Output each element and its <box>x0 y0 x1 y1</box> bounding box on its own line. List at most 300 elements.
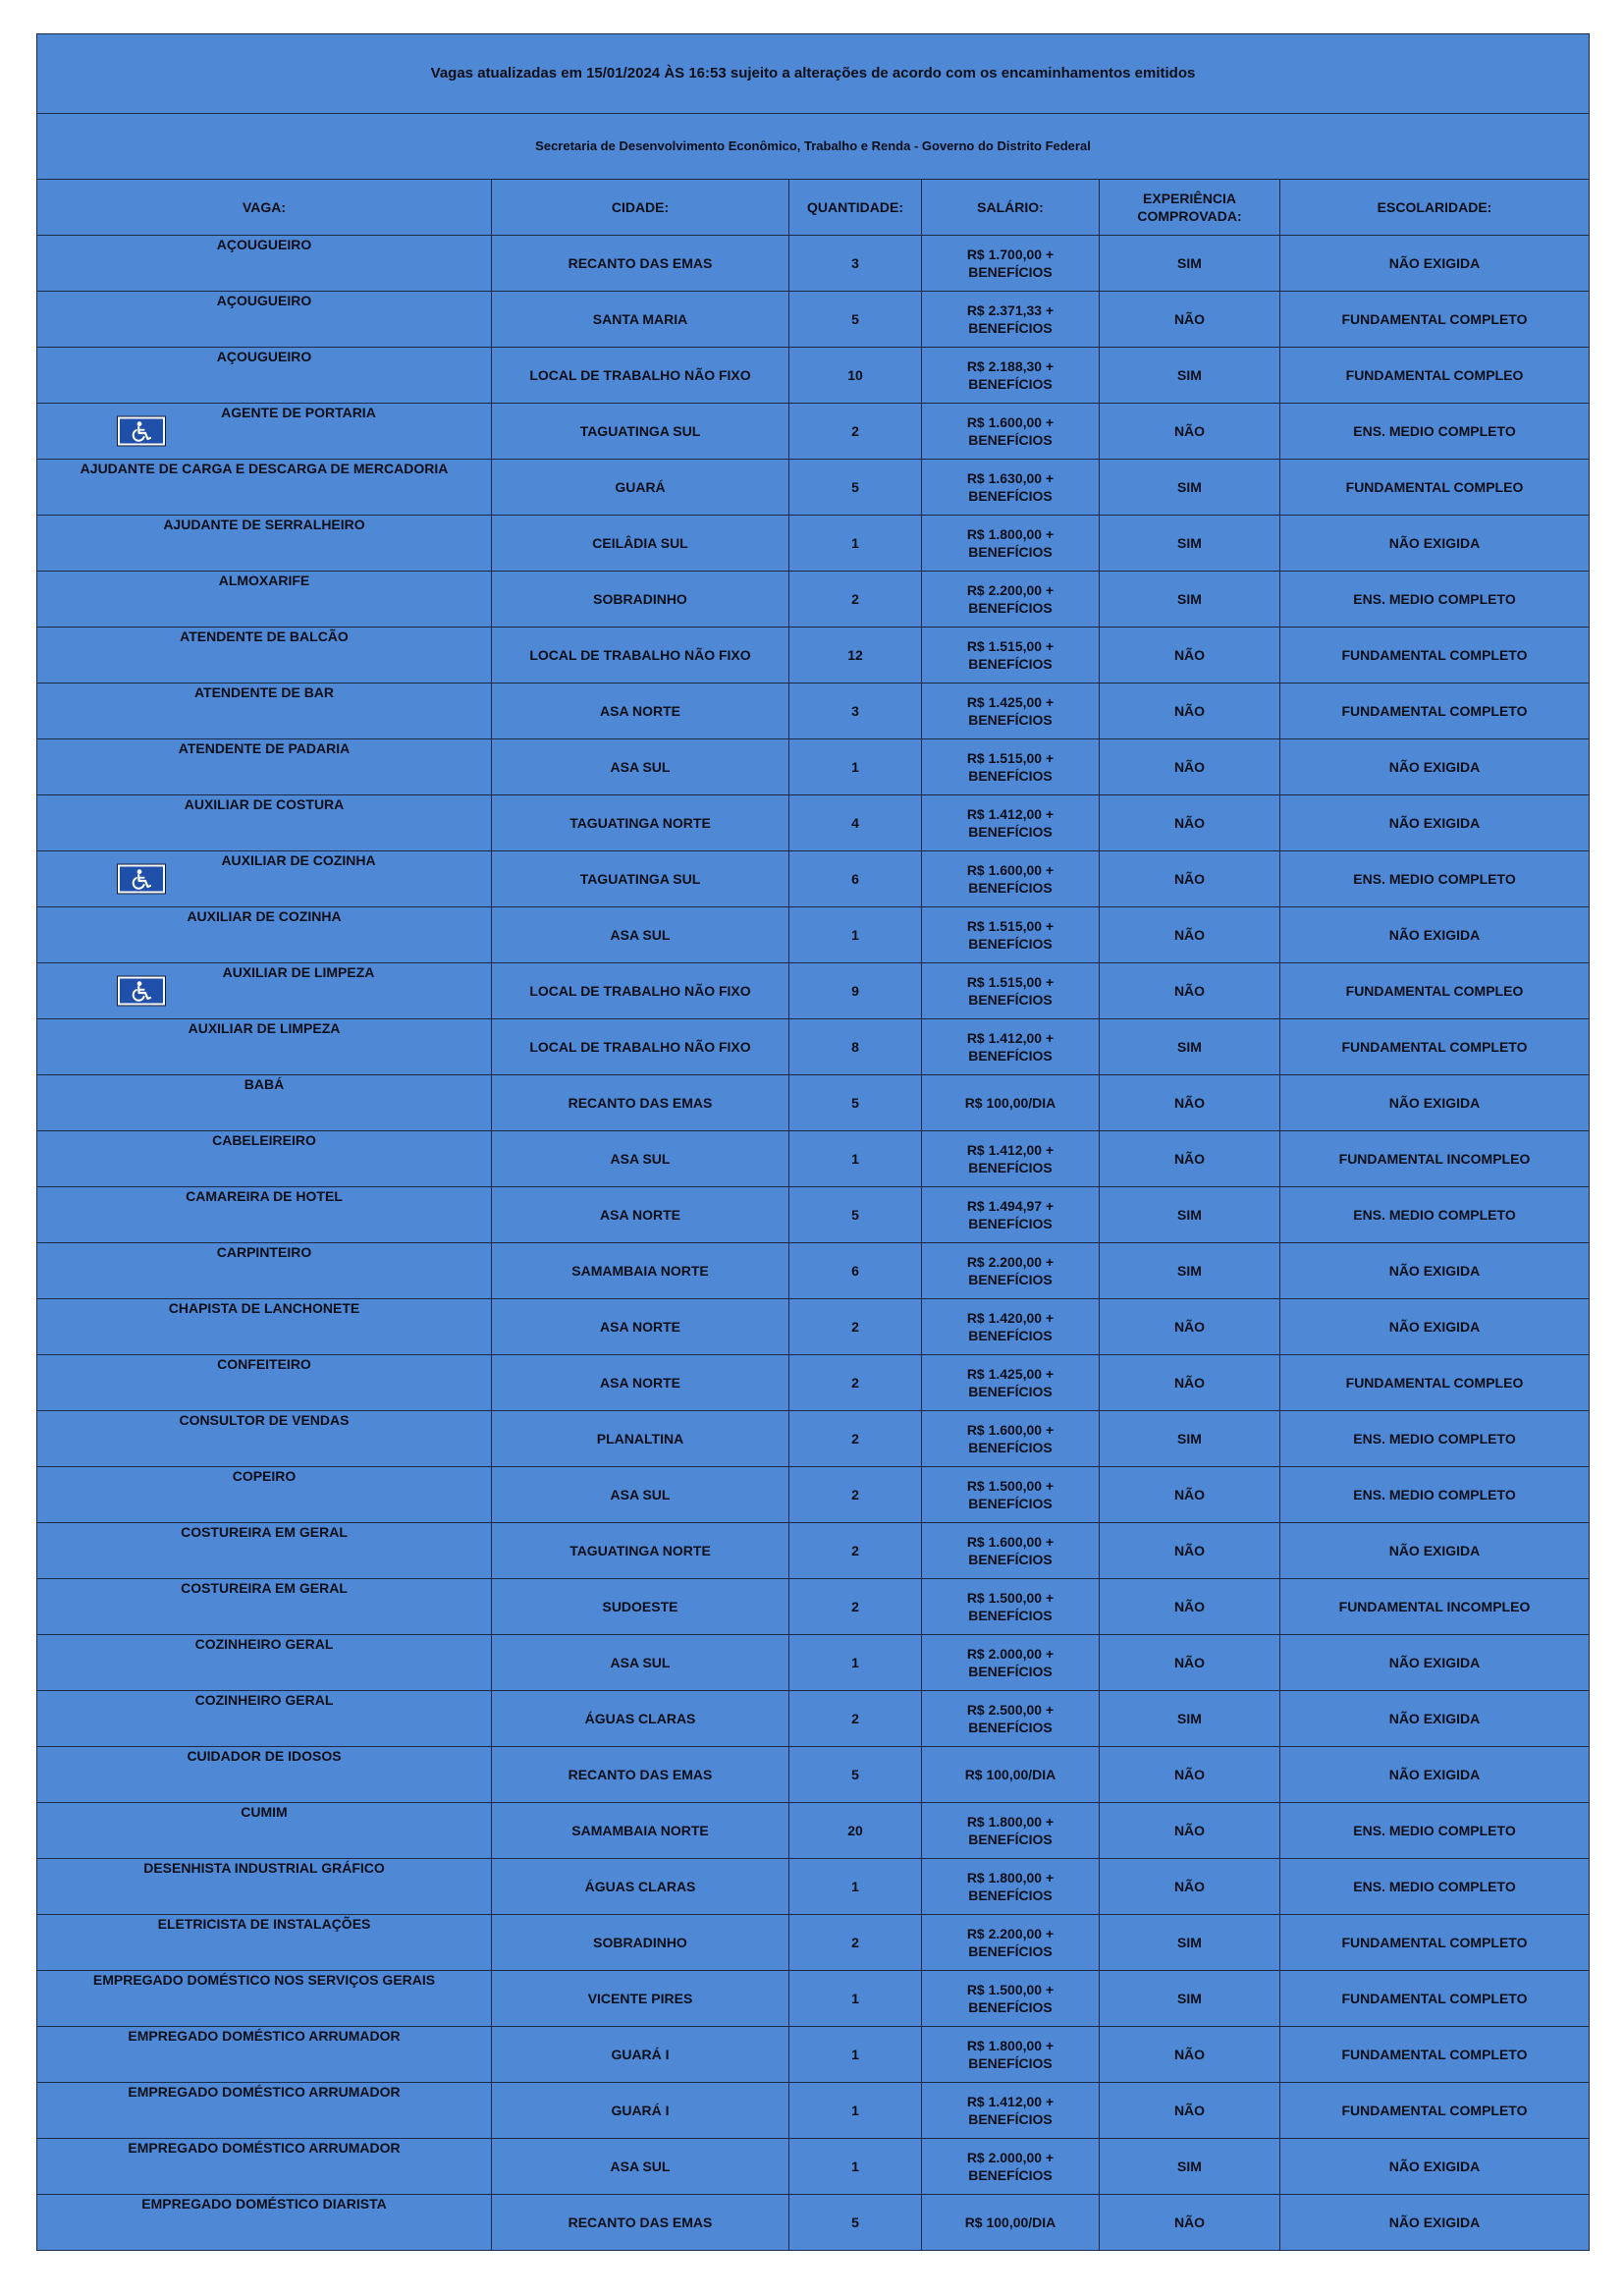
salario-line-1: R$ 2.000,00 + <box>966 2150 1055 2165</box>
escolaridade-cell: FUNDAMENTAL COMPLETO <box>1280 683 1590 739</box>
vaga-wrap <box>41 851 487 906</box>
quantidade-cell: 1 <box>789 907 922 963</box>
vaga-text: EMPREGADO DOMÉSTICO ARRUMADOR <box>128 2140 401 2156</box>
title-row <box>37 34 1590 114</box>
vaga-text: COSTUREIRA EM GERAL <box>181 1580 348 1596</box>
escolaridade-cell: FUNDAMENTAL COMPLEO <box>1280 348 1590 404</box>
experiencia-cell: NÃO <box>1100 1803 1280 1859</box>
table-row <box>37 1355 1590 1411</box>
salario-line-2: BENEFÍCIOS <box>968 1943 1053 1959</box>
table-row <box>37 1523 1590 1579</box>
escolaridade-cell: ENS. MEDIO COMPLETO <box>1280 1187 1590 1243</box>
vaga-wrap <box>41 907 487 962</box>
vaga-cell <box>37 1803 492 1859</box>
experiencia-cell: NÃO <box>1100 628 1280 683</box>
salario-line-1: R$ 1.412,00 + <box>966 2094 1055 2109</box>
escolaridade-cell: FUNDAMENTAL COMPLETO <box>1280 2027 1590 2083</box>
quantidade-cell: 2 <box>789 572 922 628</box>
vaga-wrap <box>41 572 487 627</box>
vaga-cell <box>37 683 492 739</box>
quantidade-cell: 5 <box>789 292 922 348</box>
salario-line-1: R$ 2.000,00 + <box>966 1646 1055 1662</box>
vaga-cell <box>37 1691 492 1747</box>
quantidade-cell: 1 <box>789 516 922 572</box>
salario-cell <box>922 2139 1100 2195</box>
vaga-cell <box>37 1915 492 1971</box>
salario-line-1: R$ 1.425,00 + <box>966 1366 1055 1382</box>
experiencia-cell: SIM <box>1100 1019 1280 1075</box>
salario-line-1: R$ 2.200,00 + <box>966 1254 1055 1270</box>
vaga-cell <box>37 404 492 460</box>
experiencia-cell: SIM <box>1100 348 1280 404</box>
escolaridade-cell: NÃO EXIGIDA <box>1280 1243 1590 1299</box>
vaga-wrap <box>41 1411 487 1466</box>
salario-line-2: BENEFÍCIOS <box>968 432 1053 448</box>
salario-cell <box>922 1019 1100 1075</box>
vaga-text: CONFEITEIRO <box>217 1356 311 1372</box>
cidade-cell: RECANTO DAS EMAS <box>492 1747 789 1803</box>
salario-line-2: BENEFÍCIOS <box>968 2111 1053 2127</box>
table-row <box>37 292 1590 348</box>
experiencia-cell: NÃO <box>1100 1635 1280 1691</box>
table-row <box>37 1971 1590 2027</box>
experiencia-cell: SIM <box>1100 1243 1280 1299</box>
vaga-cell <box>37 348 492 404</box>
salario-line-1: R$ 2.200,00 + <box>966 582 1055 598</box>
salario-line-1: R$ 2.188,30 + <box>966 358 1055 374</box>
table-row <box>37 2195 1590 2251</box>
table-row <box>37 1747 1590 1803</box>
cidade-cell: LOCAL DE TRABALHO NÃO FIXO <box>492 963 789 1019</box>
salario-line-2: BENEFÍCIOS <box>968 488 1053 504</box>
escolaridade-cell: ENS. MEDIO COMPLETO <box>1280 1859 1590 1915</box>
escolaridade-cell: NÃO EXIGIDA <box>1280 2139 1590 2195</box>
cidade-cell: SANTA MARIA <box>492 292 789 348</box>
salario-cell <box>922 1691 1100 1747</box>
vaga-text: ALMOXARIFE <box>218 573 310 588</box>
header-cidade: CIDADE: <box>492 180 789 236</box>
vaga-cell <box>37 1859 492 1915</box>
vaga-text: AJUDANTE DE SERRALHEIRO <box>163 517 365 532</box>
vaga-text: COZINHEIRO GERAL <box>194 1692 334 1708</box>
cidade-cell: RECANTO DAS EMAS <box>492 236 789 292</box>
vaga-text: COZINHEIRO GERAL <box>194 1636 334 1652</box>
experiencia-cell: SIM <box>1100 1691 1280 1747</box>
quantidade-cell: 5 <box>789 1747 922 1803</box>
vaga-cell <box>37 963 492 1019</box>
quantidade-cell: 1 <box>789 2139 922 2195</box>
table-row <box>37 1187 1590 1243</box>
vaga-wrap <box>41 2027 487 2082</box>
escolaridade-cell: FUNDAMENTAL COMPLETO <box>1280 292 1590 348</box>
vaga-wrap <box>41 1635 487 1690</box>
vaga-cell <box>37 1467 492 1523</box>
escolaridade-cell: NÃO EXIGIDA <box>1280 1635 1590 1691</box>
vaga-cell <box>37 1243 492 1299</box>
quantidade-cell: 2 <box>789 404 922 460</box>
experiencia-cell: NÃO <box>1100 1299 1280 1355</box>
experiencia-cell: NÃO <box>1100 795 1280 851</box>
salario-cell <box>922 516 1100 572</box>
cidade-cell: ÁGUAS CLARAS <box>492 1859 789 1915</box>
vaga-wrap <box>41 1131 487 1186</box>
salario-cell <box>922 1411 1100 1467</box>
cidade-cell: SOBRADINHO <box>492 1915 789 1971</box>
cidade-cell: ASA SUL <box>492 1131 789 1187</box>
cidade-cell: SOBRADINHO <box>492 572 789 628</box>
escolaridade-cell: ENS. MEDIO COMPLETO <box>1280 1803 1590 1859</box>
quantidade-cell: 2 <box>789 1915 922 1971</box>
salario-line-1: R$ 1.600,00 + <box>966 414 1055 430</box>
escolaridade-cell: NÃO EXIGIDA <box>1280 516 1590 572</box>
vaga-cell <box>37 236 492 292</box>
cidade-cell: ASA NORTE <box>492 683 789 739</box>
vaga-wrap <box>41 1075 487 1130</box>
salario-line-2: BENEFÍCIOS <box>968 2167 1053 2183</box>
cidade-cell: ASA SUL <box>492 2139 789 2195</box>
escolaridade-cell: FUNDAMENTAL COMPLETO <box>1280 1019 1590 1075</box>
salario-cell <box>922 1355 1100 1411</box>
wheelchair-accessibility-icon <box>118 417 165 446</box>
experiencia-cell: SIM <box>1100 1411 1280 1467</box>
vaga-cell <box>37 1075 492 1131</box>
cidade-cell: SAMAMBAIA NORTE <box>492 1243 789 1299</box>
table-row <box>37 236 1590 292</box>
vaga-text: AUXILIAR DE COSTURA <box>184 796 345 812</box>
quantidade-cell: 1 <box>789 1131 922 1187</box>
vaga-cell <box>37 1187 492 1243</box>
quantidade-cell: 2 <box>789 1299 922 1355</box>
escolaridade-cell: NÃO EXIGIDA <box>1280 1523 1590 1579</box>
table-row <box>37 739 1590 795</box>
experiencia-cell: NÃO <box>1100 2027 1280 2083</box>
vaga-text: CAMAREIRA DE HOTEL <box>186 1188 343 1204</box>
vaga-cell <box>37 292 492 348</box>
salario-cell <box>922 1971 1100 2027</box>
experiencia-cell: SIM <box>1100 1187 1280 1243</box>
salario-cell <box>922 1523 1100 1579</box>
salario-cell <box>922 1467 1100 1523</box>
vaga-cell <box>37 1635 492 1691</box>
table-row <box>37 348 1590 404</box>
table-row <box>37 628 1590 683</box>
vaga-cell <box>37 1019 492 1075</box>
escolaridade-cell: NÃO EXIGIDA <box>1280 236 1590 292</box>
salario-line-1: R$ 1.500,00 + <box>966 1982 1055 1997</box>
vaga-text: AGENTE DE PORTARIA <box>221 405 376 420</box>
vaga-cell <box>37 1411 492 1467</box>
table-row <box>37 460 1590 516</box>
vaga-cell <box>37 1523 492 1579</box>
cidade-cell: ASA SUL <box>492 739 789 795</box>
salario-line-2: BENEFÍCIOS <box>968 992 1053 1008</box>
vaga-text: CONSULTOR DE VENDAS <box>179 1412 350 1428</box>
quantidade-cell: 5 <box>789 2195 922 2251</box>
experiencia-cell: SIM <box>1100 1971 1280 2027</box>
salario-line-2: BENEFÍCIOS <box>968 824 1053 840</box>
vaga-wrap <box>41 963 487 1018</box>
vaga-wrap <box>41 2139 487 2194</box>
salario-cell <box>922 1299 1100 1355</box>
vaga-wrap <box>41 1019 487 1074</box>
cidade-cell: GUARÁ I <box>492 2027 789 2083</box>
salario-line-1: R$ 1.515,00 + <box>966 638 1055 654</box>
quantidade-cell: 3 <box>789 683 922 739</box>
salario-line-2: BENEFÍCIOS <box>968 544 1053 560</box>
salario-cell <box>922 2027 1100 2083</box>
salario-cell <box>922 348 1100 404</box>
vaga-cell <box>37 2195 492 2251</box>
salario-line-1: R$ 1.500,00 + <box>966 1478 1055 1494</box>
cidade-cell: ASA NORTE <box>492 1187 789 1243</box>
vaga-wrap <box>41 1915 487 1970</box>
salario-line-2: BENEFÍCIOS <box>968 1048 1053 1064</box>
escolaridade-cell: FUNDAMENTAL COMPLETO <box>1280 1971 1590 2027</box>
experiencia-cell: NÃO <box>1100 1523 1280 1579</box>
vaga-wrap <box>41 795 487 850</box>
salario-line-1: R$ 1.412,00 + <box>966 1030 1055 1046</box>
experiencia-cell: NÃO <box>1100 1075 1280 1131</box>
escolaridade-cell: ENS. MEDIO COMPLETO <box>1280 851 1590 907</box>
vaga-wrap <box>41 348 487 403</box>
salario-cell <box>922 963 1100 1019</box>
salario-cell <box>922 795 1100 851</box>
vaga-text: AUXILIAR DE LIMPEZA <box>188 1020 341 1036</box>
table-row <box>37 1411 1590 1467</box>
cidade-cell: ASA NORTE <box>492 1355 789 1411</box>
table-row <box>37 1915 1590 1971</box>
vaga-text: EMPREGADO DOMÉSTICO DIARISTA <box>141 2196 387 2212</box>
salario-cell <box>922 628 1100 683</box>
quantidade-cell: 3 <box>789 236 922 292</box>
quantidade-cell: 1 <box>789 1971 922 2027</box>
vaga-text: AUXILIAR DE LIMPEZA <box>222 964 375 980</box>
header-quantidade: QUANTIDADE: <box>789 180 922 236</box>
salario-cell <box>922 907 1100 963</box>
escolaridade-cell: NÃO EXIGIDA <box>1280 1691 1590 1747</box>
escolaridade-cell: NÃO EXIGIDA <box>1280 739 1590 795</box>
quantidade-cell: 1 <box>789 739 922 795</box>
salario-cell <box>922 739 1100 795</box>
vaga-text: AUXILIAR DE COZINHA <box>187 908 342 924</box>
vaga-text: AÇOUGUEIRO <box>216 237 312 252</box>
experiencia-cell: NÃO <box>1100 851 1280 907</box>
escolaridade-cell: ENS. MEDIO COMPLETO <box>1280 572 1590 628</box>
escolaridade-cell: FUNDAMENTAL INCOMPLEO <box>1280 1579 1590 1635</box>
quantidade-cell: 10 <box>789 348 922 404</box>
salario-cell <box>922 1747 1100 1803</box>
salario-line-1: R$ 2.371,33 + <box>966 302 1055 318</box>
escolaridade-cell: FUNDAMENTAL INCOMPLEO <box>1280 1131 1590 1187</box>
experiencia-cell: NÃO <box>1100 1467 1280 1523</box>
table-row <box>37 1859 1590 1915</box>
table-row <box>37 851 1590 907</box>
cidade-cell: ASA SUL <box>492 907 789 963</box>
salario-cell <box>922 1803 1100 1859</box>
vaga-cell <box>37 1299 492 1355</box>
vaga-text: EMPREGADO DOMÉSTICO ARRUMADOR <box>128 2028 401 2044</box>
experiencia-cell: SIM <box>1100 236 1280 292</box>
salario-line-1: R$ 100,00/DIA <box>964 1767 1056 1782</box>
vaga-text: CUMIM <box>241 1804 288 1820</box>
salario-cell <box>922 1915 1100 1971</box>
cidade-cell: LOCAL DE TRABALHO NÃO FIXO <box>492 348 789 404</box>
salario-line-1: R$ 1.630,00 + <box>966 470 1055 486</box>
cidade-cell: ÁGUAS CLARAS <box>492 1691 789 1747</box>
quantidade-cell: 6 <box>789 1243 922 1299</box>
cidade-cell: LOCAL DE TRABALHO NÃO FIXO <box>492 628 789 683</box>
table-row <box>37 1803 1590 1859</box>
vaga-wrap <box>41 236 487 291</box>
salario-line-2: BENEFÍCIOS <box>968 1384 1053 1399</box>
vaga-text: CARPINTEIRO <box>216 1244 312 1260</box>
header-escolaridade: ESCOLARIDADE: <box>1280 180 1590 236</box>
salario-line-1: R$ 1.800,00 + <box>966 2038 1055 2053</box>
vaga-wrap <box>41 1971 487 2026</box>
vaga-cell <box>37 516 492 572</box>
vaga-cell <box>37 1747 492 1803</box>
salario-cell <box>922 460 1100 516</box>
cidade-cell: TAGUATINGA SUL <box>492 851 789 907</box>
header-experiencia-line-2: COMPROVADA: <box>1137 208 1242 224</box>
vaga-cell <box>37 628 492 683</box>
quantidade-cell: 6 <box>789 851 922 907</box>
escolaridade-cell: FUNDAMENTAL COMPLETO <box>1280 2083 1590 2139</box>
quantidade-cell: 1 <box>789 1635 922 1691</box>
wheelchair-accessibility-icon <box>118 977 165 1006</box>
table-row <box>37 1019 1590 1075</box>
vaga-text: AÇOUGUEIRO <box>216 349 312 364</box>
escolaridade-cell: FUNDAMENTAL COMPLEO <box>1280 460 1590 516</box>
vaga-cell <box>37 2027 492 2083</box>
salario-cell <box>922 1075 1100 1131</box>
quantidade-cell: 2 <box>789 1579 922 1635</box>
quantidade-cell: 12 <box>789 628 922 683</box>
cidade-cell: SAMAMBAIA NORTE <box>492 1803 789 1859</box>
salario-line-1: R$ 1.500,00 + <box>966 1590 1055 1606</box>
vaga-text: COPEIRO <box>232 1468 297 1484</box>
salario-cell <box>922 1859 1100 1915</box>
salario-line-2: BENEFÍCIOS <box>968 320 1053 336</box>
salario-line-1: R$ 1.800,00 + <box>966 1814 1055 1830</box>
table-subtitle: Secretaria de Desenvolvimento Econômico, Trabalho e Renda - Governo do Distrito Federal <box>37 114 1590 180</box>
salario-line-2: BENEFÍCIOS <box>968 656 1053 672</box>
salario-line-1: R$ 1.800,00 + <box>966 526 1055 542</box>
salario-line-1: R$ 1.515,00 + <box>966 918 1055 934</box>
salario-line-2: BENEFÍCIOS <box>968 1272 1053 1287</box>
vaga-cell <box>37 2083 492 2139</box>
experiencia-cell: NÃO <box>1100 292 1280 348</box>
quantidade-cell: 4 <box>789 795 922 851</box>
experiencia-cell: NÃO <box>1100 404 1280 460</box>
experiencia-cell: NÃO <box>1100 1859 1280 1915</box>
salario-cell <box>922 572 1100 628</box>
vaga-wrap <box>41 1859 487 1914</box>
subtitle-row <box>37 114 1590 180</box>
cidade-cell: RECANTO DAS EMAS <box>492 1075 789 1131</box>
job-openings-table <box>36 33 1590 2251</box>
vaga-text: ATENDENTE DE BALCÃO <box>180 629 349 644</box>
cidade-cell: TAGUATINGA NORTE <box>492 1523 789 1579</box>
salario-cell <box>922 404 1100 460</box>
cidade-cell: CEILÂDIA SUL <box>492 516 789 572</box>
vaga-text: COSTUREIRA EM GERAL <box>181 1524 348 1540</box>
table-row <box>37 516 1590 572</box>
vaga-wrap <box>41 2195 487 2250</box>
salario-line-2: BENEFÍCIOS <box>968 1664 1053 1679</box>
table-row <box>37 1691 1590 1747</box>
cidade-cell: GUARÁ I <box>492 2083 789 2139</box>
vaga-text: ATENDENTE DE PADARIA <box>178 740 351 756</box>
cidade-cell: RECANTO DAS EMAS <box>492 2195 789 2251</box>
table-row <box>37 1579 1590 1635</box>
salario-line-2: BENEFÍCIOS <box>968 1328 1053 1343</box>
vaga-wrap <box>41 292 487 347</box>
salario-line-1: R$ 1.425,00 + <box>966 694 1055 710</box>
experiencia-cell: NÃO <box>1100 1131 1280 1187</box>
experiencia-cell: SIM <box>1100 572 1280 628</box>
table-row <box>37 572 1590 628</box>
vaga-cell <box>37 460 492 516</box>
salario-line-2: BENEFÍCIOS <box>968 600 1053 616</box>
header-salario: SALÁRIO: <box>922 180 1100 236</box>
quantidade-cell: 5 <box>789 1187 922 1243</box>
vaga-text: EMPREGADO DOMÉSTICO NOS SERVIÇOS GERAIS <box>92 1972 436 1988</box>
salario-line-1: R$ 1.600,00 + <box>966 1422 1055 1438</box>
escolaridade-cell: FUNDAMENTAL COMPLETO <box>1280 1915 1590 1971</box>
vaga-wrap <box>41 1691 487 1746</box>
vaga-wrap <box>41 1803 487 1858</box>
salario-cell <box>922 292 1100 348</box>
quantidade-cell: 2 <box>789 1467 922 1523</box>
vaga-cell <box>37 1579 492 1635</box>
salario-line-1: R$ 1.515,00 + <box>966 974 1055 990</box>
escolaridade-cell: FUNDAMENTAL COMPLETO <box>1280 628 1590 683</box>
vaga-wrap <box>41 1299 487 1354</box>
experiencia-cell: NÃO <box>1100 1355 1280 1411</box>
salario-line-1: R$ 1.412,00 + <box>966 806 1055 822</box>
salario-line-1: R$ 1.700,00 + <box>966 246 1055 262</box>
escolaridade-cell: NÃO EXIGIDA <box>1280 795 1590 851</box>
experiencia-cell: SIM <box>1100 1915 1280 1971</box>
vaga-wrap <box>41 2083 487 2138</box>
escolaridade-cell: ENS. MEDIO COMPLETO <box>1280 1411 1590 1467</box>
vaga-text: EMPREGADO DOMÉSTICO ARRUMADOR <box>128 2084 401 2100</box>
vaga-wrap <box>41 1243 487 1298</box>
experiencia-cell: SIM <box>1100 460 1280 516</box>
salario-line-2: BENEFÍCIOS <box>968 264 1053 280</box>
escolaridade-cell: NÃO EXIGIDA <box>1280 1075 1590 1131</box>
quantidade-cell: 1 <box>789 2083 922 2139</box>
salario-line-2: BENEFÍCIOS <box>968 1552 1053 1567</box>
escolaridade-cell: FUNDAMENTAL COMPLEO <box>1280 1355 1590 1411</box>
salario-line-2: BENEFÍCIOS <box>968 376 1053 392</box>
salario-cell <box>922 1579 1100 1635</box>
salario-cell <box>922 2195 1100 2251</box>
salario-cell <box>922 851 1100 907</box>
table-row <box>37 2139 1590 2195</box>
header-experiencia <box>1100 180 1280 236</box>
salario-line-1: R$ 2.200,00 + <box>966 1926 1055 1941</box>
salario-line-2: BENEFÍCIOS <box>968 1440 1053 1455</box>
escolaridade-cell: NÃO EXIGIDA <box>1280 907 1590 963</box>
vaga-wrap <box>41 1579 487 1634</box>
salario-line-2: BENEFÍCIOS <box>968 1720 1053 1735</box>
cidade-cell: PLANALTINA <box>492 1411 789 1467</box>
vaga-cell <box>37 795 492 851</box>
vaga-wrap <box>41 1523 487 1578</box>
vaga-wrap <box>41 683 487 738</box>
